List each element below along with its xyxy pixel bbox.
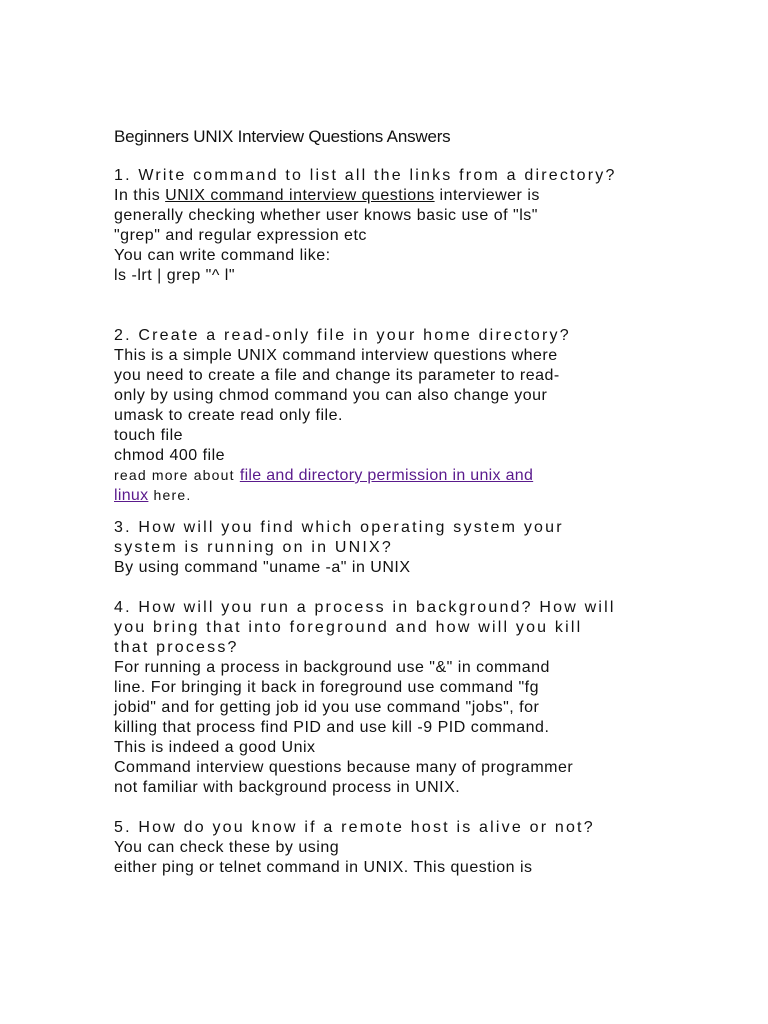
answer-4-line-6: Command interview questions because many of programmer: [114, 759, 574, 776]
answer-1-line-5: ls -lrt | grep "^ l": [114, 267, 236, 284]
answer-2-line-1: This is a simple UNIX command interview questions where: [114, 347, 558, 364]
answer-4-line-7: not familiar with background process in UNIX.: [114, 779, 461, 796]
document-title: Beginners UNIX Interview Questions Answers: [114, 127, 451, 146]
answer-3-line-1: By using command "uname -a" in UNIX: [114, 559, 411, 576]
read-more-line-2: [114, 485, 191, 506]
question-1: 1. Write command to list all the links from a directory?: [114, 167, 617, 184]
answer-1-prefix: In this: [114, 187, 166, 204]
answer-2-line-6: chmod 400 file: [114, 447, 226, 464]
answer-1-line-4: You can write command like:: [114, 247, 331, 264]
question-3-line-1: 3. How will you find which operating system your: [114, 519, 564, 536]
answer-1-line-2: generally checking whether user knows basic use of "ls": [114, 207, 538, 224]
question-2: 2. Create a read-only file in your home directory?: [114, 327, 571, 344]
answer-4-line-1: For running a process in background use "&" in command: [114, 659, 550, 676]
answer-4-line-3: jobid" and for getting job id you use command "jobs", for: [114, 699, 540, 716]
question-4-line-2: you bring that into foreground and how will you kill: [114, 619, 583, 636]
permission-link[interactable]: file and directory permission in unix and: [239, 467, 534, 484]
question-5: 5. How do you know if a remote host is alive or not?: [114, 819, 595, 836]
answer-5-line-1: You can check these by using: [114, 839, 340, 856]
read-more-line-1: [114, 465, 533, 486]
answer-1-line-3: "grep" and regular expression etc: [114, 227, 367, 244]
answer-2-line-3: only by using chmod command you can also change your: [114, 387, 548, 404]
question-3-line-2: system is running on in UNIX?: [114, 539, 394, 556]
permission-link-continued[interactable]: linux: [114, 487, 149, 504]
question-4-line-3: that process?: [114, 639, 239, 656]
question-4-line-1: 4. How will you run a process in background? How will: [114, 599, 616, 616]
read-more-suffix: here.: [148, 487, 192, 503]
answer-2-line-5: touch file: [114, 427, 184, 444]
answer-5-line-2: either ping or telnet command in UNIX. This question is: [114, 859, 533, 876]
answer-1-suffix: interviewer is: [434, 187, 540, 204]
answer-2-line-4: umask to create read only file.: [114, 407, 343, 424]
read-more-prefix: read more about: [114, 467, 240, 483]
answer-1-line-1: [114, 186, 540, 206]
answer-2-line-2: you need to create a file and change its parameter to read-: [114, 367, 560, 384]
answer-4-line-2: line. For bringing it back in foreground use command "fg: [114, 679, 539, 696]
answer-4-line-4: killing that process find PID and use kill -9 PID command.: [114, 719, 550, 736]
answer-4-line-5: This is indeed a good Unix: [114, 739, 316, 756]
unix-interview-questions-link[interactable]: UNIX command interview questions: [165, 187, 435, 204]
